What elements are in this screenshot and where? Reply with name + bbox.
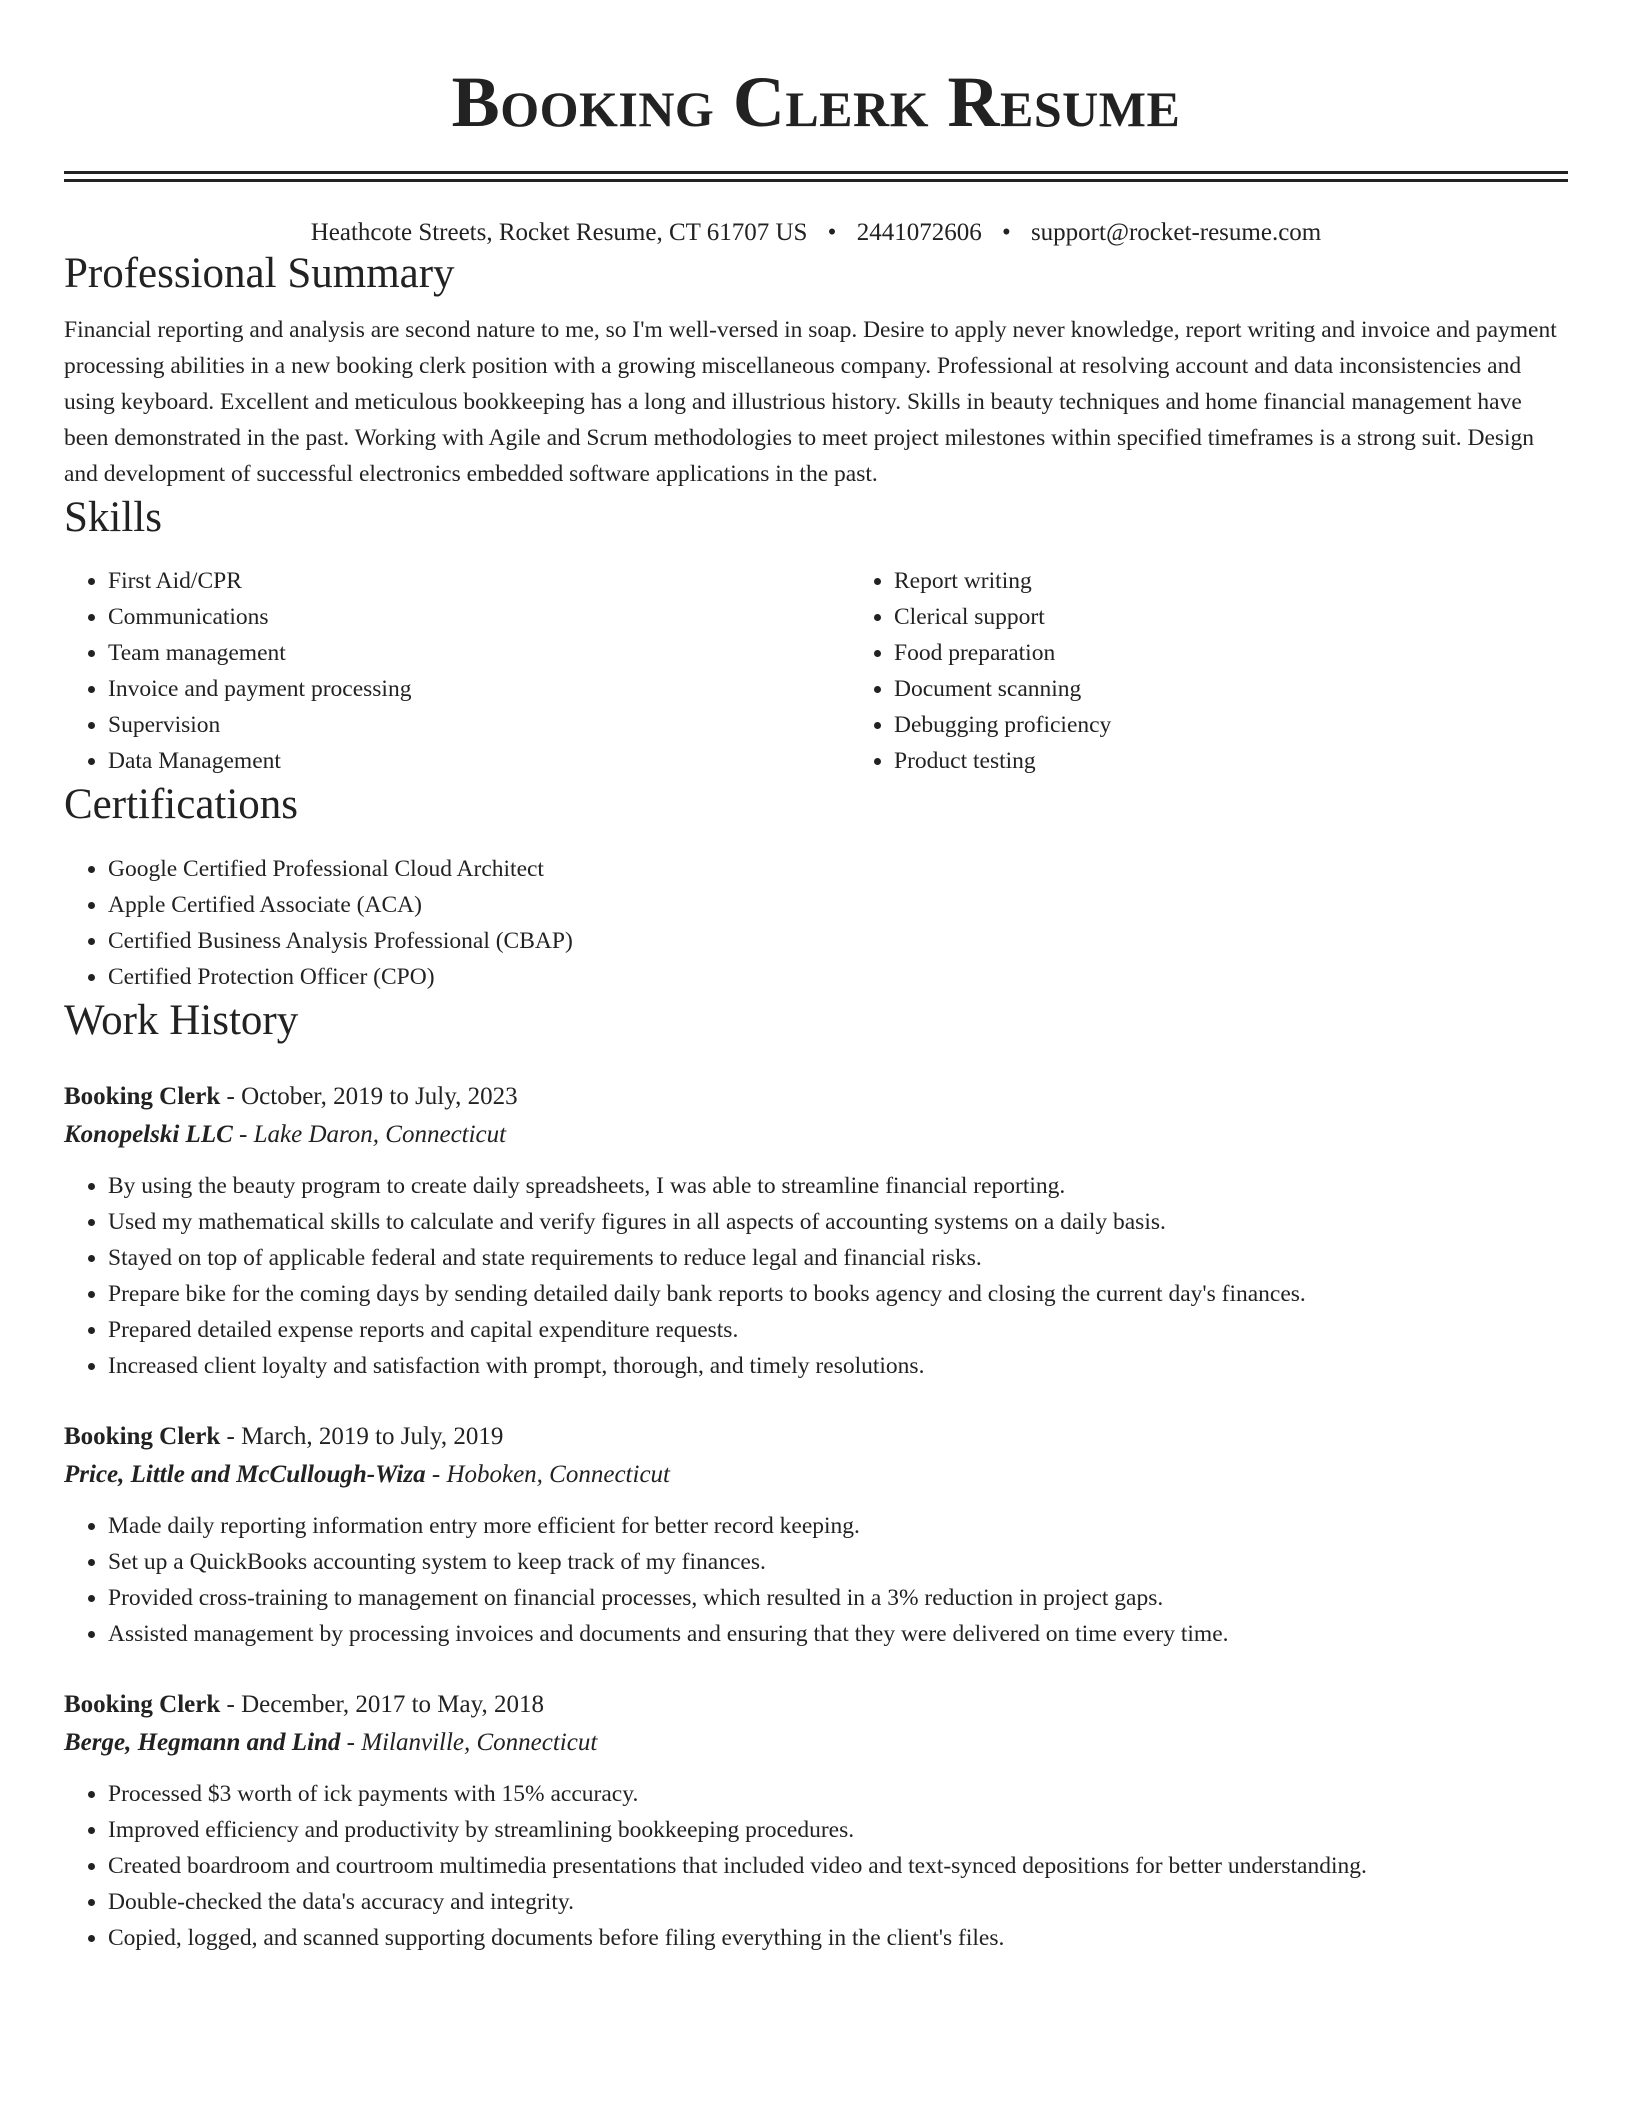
skill-item: • Report writing [894,563,1632,599]
skill-item: • Product testing [894,743,1632,779]
job-bullets [64,1508,1568,1652]
contact-separator: • [827,219,837,246]
skill-item: • Team management [108,635,850,671]
job-dates: March, 2019 to July, 2019 [241,1423,504,1451]
job-entry [64,1418,1568,1652]
skill-item: • Data Management [108,743,850,779]
job-bullet: • Double-checked the data's accuracy and integrity. [108,1884,1568,1920]
job-title: Booking Clerk [64,1423,221,1451]
job-bullet: • Made daily reporting information entry more efficient for better record keeping. [108,1508,1568,1544]
job-bullet: • Prepared detailed expense reports and capital expenditure requests. [108,1312,1568,1348]
contact-email: support@rocket-resume.com [1030,219,1322,246]
job-title-line: Booking Clerk - March, 2019 to July, 2019 [64,1423,504,1451]
skill-item: • Supervision [108,707,850,743]
summary-text: Financial reporting and analysis are second nature to me, so I'm well-versed in soap. Desire to apply never knowledge, report writing and invoice and payment processing abilities in a new booking clerk position with a growing miscellaneous company. Professional at resolving account and data inconsistencies and using keyboard. Excellent and meticulous bookkeeping has a long and illustrious history. Skills in beauty techniques and home financial management have been demonstrated in the past. Working with Agile and Scrum methodologies to meet project milestones within specified timeframes is a strong suit. Design and development of successful electronics embedded software applications in the past. [64,316,1557,487]
certification-item: • Certified Business Analysis Professional (CBAP) [108,923,1568,959]
certification-item: • Apple Certified Associate (ACA) [108,887,1568,923]
skills-columns [64,563,1568,779]
job-bullets [64,1776,1568,1956]
job-location: Hoboken, Connecticut [446,1461,670,1489]
skills-heading: Skills [64,493,162,541]
skill-item: • Clerical support [894,599,1632,635]
job-location: Lake Daron, Connecticut [253,1121,507,1149]
job-bullet: • Copied, logged, and scanned supporting documents before filing everything in the client's files. [108,1920,1568,1956]
job-bullet: • Assisted management by processing invoices and documents and ensuring that they were delivered on time every time. [108,1616,1568,1652]
certification-item: • Google Certified Professional Cloud Architect [108,851,1568,887]
skill-item: • First Aid/CPR [108,563,850,599]
job-entry [64,1078,1568,1384]
job-bullets [64,1168,1568,1384]
job-company: Berge, Hegmann and Lind [64,1729,341,1757]
job-location: Milanville, Connecticut [361,1729,598,1757]
summary-heading: Professional Summary [64,250,455,297]
resume-title: Booking Clerk Resume [451,62,1181,142]
job-title-line: Booking Clerk - December, 2017 to May, 2018 [64,1691,544,1719]
job-bullet: • Set up a QuickBooks accounting system to keep track of my finances. [108,1544,1568,1580]
job-bullet: • Prepare bike for the coming days by sending detailed daily bank reports to books agency and closing the current day's finances. [108,1276,1568,1312]
job-title-line: Booking Clerk - October, 2019 to July, 2023 [64,1083,518,1111]
job-company-line: Konopelski LLC - Lake Daron, Connecticut [64,1121,507,1149]
job-company-line: Price, Little and McCullough-Wiza - Hoboken, Connecticut [64,1461,670,1489]
job-title: Booking Clerk [64,1691,221,1719]
skill-item: • Food preparation [894,635,1632,671]
skill-item: • Communications [108,599,850,635]
contact-separator: • [1001,219,1011,246]
job-bullet: • Created boardroom and courtroom multimedia presentations that included video and text-synced depositions for better understanding. [108,1848,1568,1884]
contact-address: Heathcote Streets, Rocket Resume, CT 61707 US [310,219,808,246]
job-bullet: • Used my mathematical skills to calculate and verify figures in all aspects of accounting systems on a daily basis. [108,1204,1568,1240]
job-entry [64,1686,1568,1956]
contact-line [64,218,1568,248]
job-bullet: • Provided cross-training to management on financial processes, which resulted in a 3% reduction in project gaps. [108,1580,1568,1616]
certifications-heading: Certifications [64,781,299,829]
job-dates: October, 2019 to July, 2023 [241,1083,518,1111]
skill-item: • Invoice and payment processing [108,671,850,707]
skill-item: • Document scanning [894,671,1632,707]
job-bullet: • Improved efficiency and productivity by streamlining bookkeeping procedures. [108,1812,1568,1848]
certification-item: • Certified Protection Officer (CPO) [108,959,1568,995]
job-company: Konopelski LLC [64,1121,233,1149]
job-bullet: • By using the beauty program to create daily spreadsheets, I was able to streamline financial reporting. [108,1168,1568,1204]
job-bullet: • Processed $3 worth of ick payments with 15% accuracy. [108,1776,1568,1812]
title-divider [64,171,1568,182]
contact-phone: 2441072606 [856,219,982,246]
skill-item: • Debugging proficiency [894,707,1632,743]
work-history-heading: Work History [64,996,299,1044]
skills-left-list [64,563,850,779]
job-title: Booking Clerk [64,1083,221,1111]
skills-right-list [850,563,1632,779]
job-bullet: • Stayed on top of applicable federal and state requirements to reduce legal and financial risks. [108,1240,1568,1276]
job-company: Price, Little and McCullough-Wiza [64,1461,426,1489]
job-company-line: Berge, Hegmann and Lind - Milanville, Connecticut [64,1729,598,1757]
resume-page [64,0,1568,1956]
job-bullet: • Increased client loyalty and satisfaction with prompt, thorough, and timely resolutions. [108,1348,1568,1384]
job-dates: December, 2017 to May, 2018 [241,1691,544,1719]
certifications-list [64,851,1568,995]
